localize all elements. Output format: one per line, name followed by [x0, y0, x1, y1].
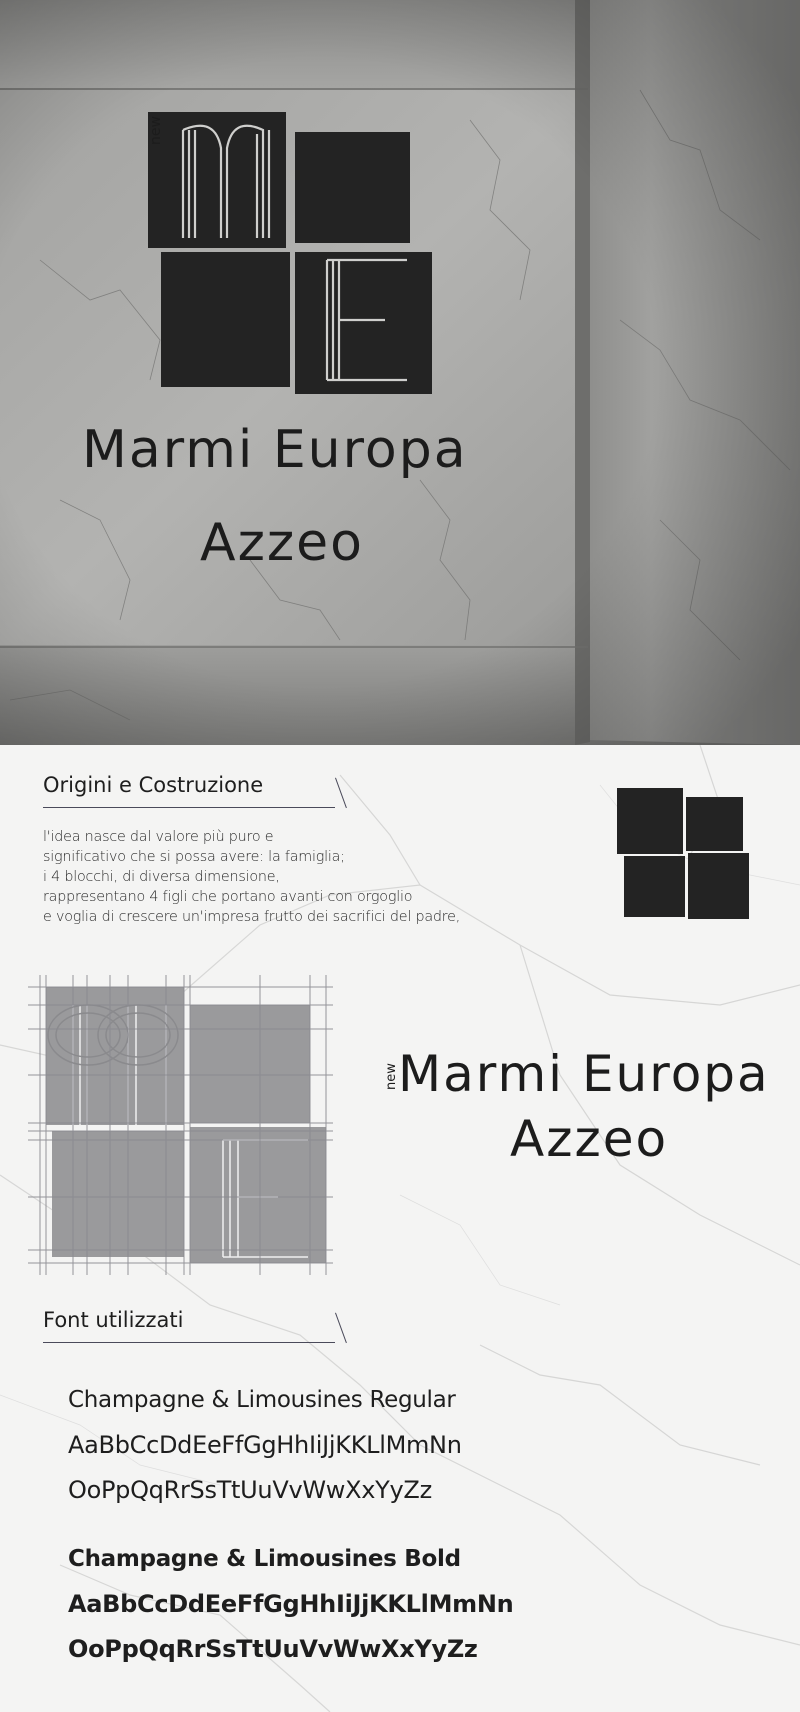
- block-bottom-right: [688, 853, 749, 919]
- logo-block-m: [148, 112, 286, 248]
- font-bold-upper: AaBbCcDdEeFfGgHhIiJjKKLlMmNn: [68, 1590, 514, 1618]
- block-top-right: [686, 797, 743, 851]
- font-bold-name: Champagne & Limousines Bold: [68, 1546, 461, 1572]
- logo-alt-line2: Azzeo: [510, 1110, 669, 1168]
- origins-title-rule: [43, 807, 335, 808]
- font-bold-lower: OoPpQqRrSsTtUuVvWwXxYyZz: [68, 1635, 478, 1663]
- font-regular-lower: OoPpQqRrSsTtUuVvWwXxYyZz: [68, 1476, 432, 1504]
- hero-logo-line2: [200, 513, 364, 573]
- origins-line: i 4 blocchi, di diversa dimensione,: [43, 869, 280, 885]
- hero-logo-line1: [82, 420, 468, 480]
- logo-alt-line1: Marmi Europa: [398, 1045, 770, 1103]
- logo-alt-new-label: new: [384, 1063, 399, 1090]
- origins-line: significativo che si possa avere: la famiglia;: [43, 849, 345, 865]
- logo-new-label: new: [148, 116, 164, 145]
- hero-logo-line2-text: Azzeo: [200, 513, 364, 573]
- origins-title: Origini e Costruzione: [43, 773, 264, 797]
- origins-line: l'idea nasce dal valore più puro e: [43, 829, 274, 845]
- brand-sheet: [0, 745, 800, 1712]
- logo-mark-large: [145, 108, 435, 398]
- font-regular-upper: AaBbCcDdEeFfGgHhIiJjKKLlMmNn: [68, 1431, 462, 1459]
- logo-block-bl: [161, 252, 290, 387]
- construction-grid: [28, 975, 333, 1275]
- origins-line: rappresentano 4 figli che portano avanti con orgoglio: [43, 889, 413, 905]
- font-regular-name: Champagne & Limousines Regular: [68, 1387, 456, 1413]
- block-bottom-left: [624, 856, 685, 917]
- origins-description: [43, 827, 460, 927]
- fonts-title-rule: [43, 1342, 335, 1343]
- hero-logo-line1-text: Marmi Europa: [82, 420, 468, 480]
- fonts-title: Font utilizzati: [43, 1308, 184, 1332]
- block-top-left: [617, 788, 683, 854]
- logo-block-e: [295, 252, 432, 394]
- hero-concrete-room: [0, 0, 800, 745]
- origins-line: e voglia di crescere un'impresa frutto dei sacrifici del padre,: [43, 909, 461, 925]
- four-blocks-symbol: [614, 785, 754, 925]
- logo-block-tr: [295, 132, 410, 243]
